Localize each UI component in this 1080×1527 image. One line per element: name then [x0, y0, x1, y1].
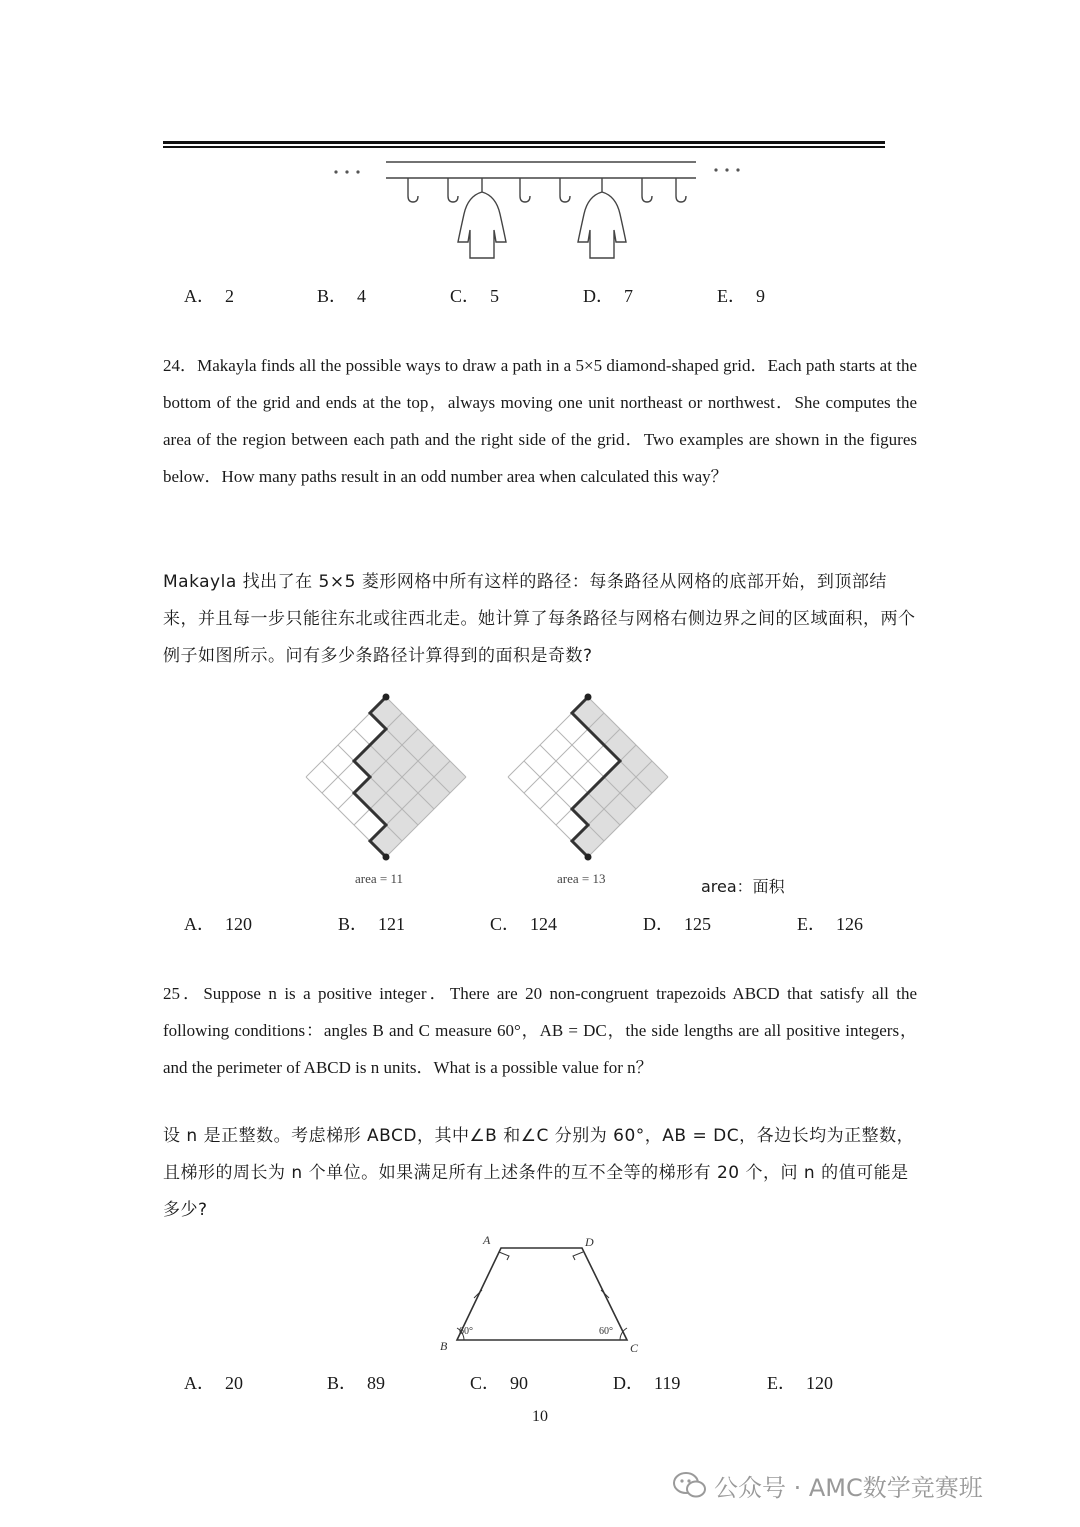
q24-choice-d: D． 125	[643, 914, 711, 934]
diamond-grid-left	[306, 694, 466, 861]
page-number: 10	[532, 1408, 548, 1425]
q23-choice-c: C． 5	[450, 286, 500, 306]
header-rule-thin	[163, 146, 885, 148]
q24-choice-a: A． 120	[184, 914, 252, 934]
figure-right-caption: area = 13	[557, 871, 606, 886]
header-rule	[163, 141, 885, 144]
vertex-a: A	[483, 1234, 491, 1247]
path-start-dot	[383, 854, 390, 861]
hooks	[408, 178, 686, 202]
q25-choice-c: C． 90	[470, 1373, 529, 1393]
q25-choice-b: B． 89	[327, 1373, 386, 1393]
hook	[560, 178, 570, 202]
path-end-dot	[383, 694, 390, 701]
angle-mark-d	[573, 1252, 583, 1260]
hook	[520, 178, 530, 202]
vertex-c: C	[630, 1341, 639, 1355]
q23-choice-d: D． 7	[583, 286, 633, 306]
hook	[408, 178, 418, 202]
path-start-dot	[585, 854, 592, 861]
shaded-region	[572, 697, 668, 857]
q24-english: 24．Makayla finds all the possible ways to draw a path in a 5×5 diamond-shaped grid．Each path starts at the bottom of the grid and ends at the top，always moving one unit northeast or northwest．She computes the area of the region between each path and the right side of the grid．Two examples are shown in the figures below．How many paths result in an odd number area when calculated this way？	[163, 356, 917, 486]
vertex-b: B	[440, 1339, 448, 1353]
hook	[448, 178, 458, 202]
figure-left-caption: area = 11	[355, 871, 403, 886]
coat-left	[458, 178, 506, 258]
watermark-text: 公众号 · AMC数学竞赛班	[714, 1473, 983, 1502]
q23-choice-b: B． 4	[317, 286, 367, 306]
diamond-grid-right	[508, 694, 668, 861]
vertex-d: D	[585, 1235, 594, 1249]
q25-english: 25．Suppose n is a positive integer．There are 20 non-congruent trapezoids ABCD that satisfy all the following conditions：angles B and C measure 60°，AB = DC，the side lengths are all positive integers，and the perimeter of ABCD is n units．What is a possible value for n？	[163, 984, 917, 1077]
hook	[642, 178, 652, 202]
q25-choice-d: D． 119	[613, 1373, 681, 1393]
trapezoid-figure	[435, 1234, 645, 1356]
watermark	[672, 1465, 1052, 1505]
q25-choice-e: E． 120	[767, 1373, 833, 1393]
angle-label-b: 60°	[459, 1326, 473, 1337]
q24-choice-e: E． 126	[797, 914, 863, 934]
coat-rack-figure	[320, 152, 760, 272]
q24-chinese: Makayla 找出了在 5×5 菱形网格中所有这样的路径：每条路径从网格的底部开始，到顶部结来，并且每一步只能往东北或往西北走。她计算了每条路径与网格右侧边界之间的区域面积，两个例子如图所示。问有多少条路径计算得到的面积是奇数?	[163, 572, 916, 666]
q24-choice-b: B． 121	[338, 914, 406, 934]
angle-mark-a	[499, 1252, 509, 1260]
q23-choice-a: A． 2	[184, 286, 234, 306]
q25-chinese: 设 n 是正整数。考虑梯形 ABCD，其中∠B 和∠C 分别为 60°，AB = DC，各边长均为正整数，且梯形的周长为 n 个单位。如果满足所有上述条件的互不全等的梯形有 20 个，问 n 的值可能是多少?	[163, 1126, 915, 1220]
path-end-dot	[585, 694, 592, 701]
ellipsis-left	[334, 170, 359, 173]
q25-choice-a: A． 20	[184, 1373, 243, 1393]
ellipsis-right	[714, 168, 739, 171]
wechat-icon	[672, 1470, 708, 1500]
q23-choice-e: E． 9	[717, 286, 765, 306]
coat-right	[578, 178, 626, 258]
q24-figures	[290, 690, 690, 895]
hook	[676, 178, 686, 202]
q24-choice-c: C． 124	[490, 914, 558, 934]
area-note: area：面积	[701, 877, 785, 896]
angle-label-c: 60°	[599, 1326, 613, 1337]
